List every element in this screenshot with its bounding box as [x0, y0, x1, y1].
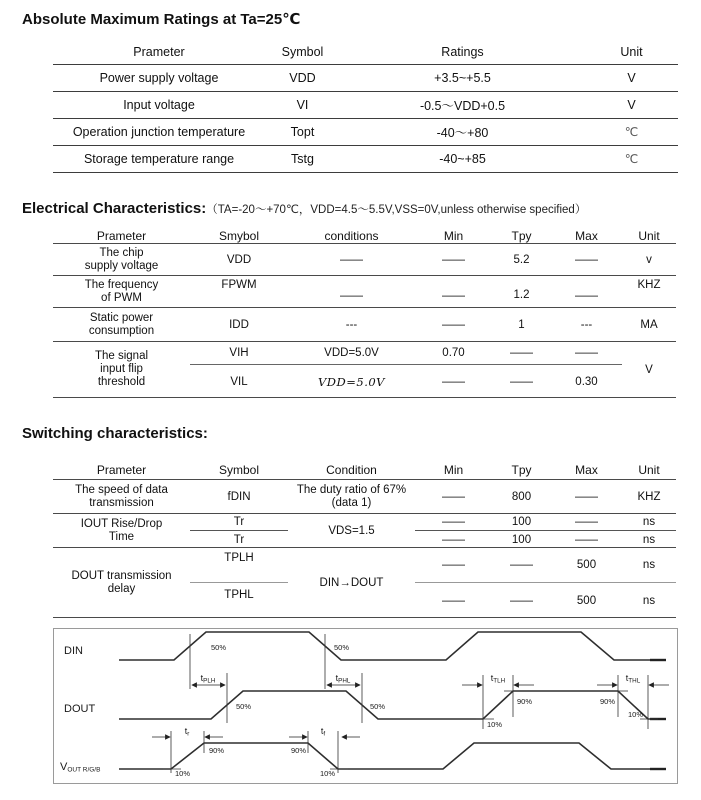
col-header-min: Min — [443, 462, 464, 477]
cell-symbol: VI — [296, 98, 309, 112]
cell-max: --- — [580, 318, 593, 331]
pct-label: 90% — [209, 746, 225, 755]
cell-symbol: fDIN — [227, 490, 251, 503]
vout-waveform — [119, 743, 664, 769]
abs-max-ratings-table — [53, 40, 678, 173]
t-f-label: tf — [320, 726, 326, 738]
col-header-tpy: Tpy — [511, 462, 532, 477]
pct-label: 10% — [487, 720, 503, 729]
cell-unit: V — [627, 71, 636, 85]
signal-label-vout: VOUT R/G/B — [60, 761, 101, 774]
dimension-arrows — [152, 685, 669, 737]
cell-unit: KHZ — [637, 279, 661, 291]
symbol-sub-rows — [190, 548, 288, 617]
cell-min: —— — [442, 318, 465, 331]
cell-min: —— — [442, 559, 465, 571]
pct-label: 50% — [370, 702, 386, 711]
col-header-symbol: Symbol — [218, 462, 259, 477]
cell-condition: —— — [340, 253, 363, 266]
cell-ratings: -0.5～VDD+0.5 — [419, 99, 506, 113]
table-row — [53, 480, 676, 514]
signal-label-dout: DOUT — [64, 703, 96, 715]
cell-unit: ns — [642, 559, 656, 571]
col-header-ratings: Ratings — [441, 45, 484, 59]
cell-condition: —— — [340, 289, 363, 302]
table-row — [53, 244, 676, 276]
col-header-parameter: Prameter — [96, 228, 147, 243]
cell-max: —— — [575, 490, 598, 503]
cell-unit: MA — [640, 318, 658, 331]
cell-symbol: TPLH — [190, 548, 288, 583]
cell-symbol: VDD — [226, 253, 252, 266]
cell-max: —— — [575, 516, 598, 528]
din-waveform — [119, 632, 664, 660]
t-tlh-label: tTLH — [490, 673, 506, 685]
col-header-symbol: Smybol — [218, 228, 259, 243]
cell-symbol: VIH — [229, 347, 249, 359]
cell-min: —— — [442, 533, 465, 546]
cell-min: —— — [442, 253, 465, 266]
symbol-sub-rows — [190, 514, 288, 547]
pct-label: 10% — [627, 710, 643, 719]
cell-unit: ns — [642, 516, 656, 528]
cell-tpy: 1.2 — [513, 288, 530, 301]
value-sub-rows — [415, 548, 676, 617]
cell-unit: ℃ — [624, 125, 639, 139]
cell-unit-merged: V — [645, 363, 653, 376]
t-thl-label: tTHL — [625, 673, 641, 685]
sub-row-vil — [190, 365, 622, 398]
cell-condition-merged: VDS=1.5 — [328, 524, 375, 537]
cell-max: —— — [575, 533, 598, 546]
table-row — [53, 92, 678, 119]
cell-parameter: Storage temperature range — [83, 152, 235, 166]
cell-unit: KHZ — [637, 490, 661, 503]
table-row-merged — [53, 514, 676, 548]
cell-parameter: The frequency of PWM — [84, 278, 159, 304]
cell-parameter: The chip supply voltage — [84, 246, 159, 272]
col-header-parameter: Prameter — [96, 462, 147, 477]
sub-row — [415, 583, 676, 618]
electrical-characteristics-table — [53, 228, 676, 398]
section-title: Electrical Characteristics: — [22, 200, 207, 217]
cell-unit: v — [646, 253, 652, 266]
pct-label: 90% — [517, 697, 533, 706]
cell-condition-merged: DIN→DOUT — [319, 576, 384, 589]
cell-max: 500 — [576, 559, 597, 571]
col-header-max: Max — [575, 228, 598, 243]
table-row-merged — [53, 548, 676, 618]
cell-ratings: -40～+80 — [436, 126, 489, 140]
cell-min: —— — [442, 594, 465, 607]
cell-max: 500 — [576, 594, 597, 607]
pct-label: 10% — [319, 769, 335, 778]
table-header-row — [53, 228, 676, 244]
col-header-tpy: Tpy — [511, 228, 532, 243]
col-header-min: Min — [443, 228, 464, 243]
col-header-parameter: Prameter — [133, 45, 185, 59]
cell-condition: VDD=5.0V — [324, 347, 379, 359]
abs-max-ratings-title: Absolute Maximum Ratings at Ta=25℃ — [22, 11, 301, 28]
switching-characteristics-table — [53, 460, 676, 618]
table-row — [53, 119, 678, 146]
cell-tpy: —— — [510, 559, 533, 571]
cell-parameter: The signal input flip threshold — [94, 350, 149, 388]
sub-row-vih — [190, 342, 622, 365]
cell-parameter: Input voltage — [123, 98, 195, 112]
cell-symbol: Tr — [233, 533, 245, 546]
cell-parameter: IOUT Rise/Drop Time — [80, 517, 163, 543]
col-header-unit: Unit — [620, 45, 643, 59]
cell-max: —— — [575, 347, 598, 359]
timing-diagram — [53, 628, 678, 784]
pct-label: 50% — [236, 702, 252, 711]
cell-unit: ns — [642, 594, 656, 607]
t-plh-label: tPLH — [200, 673, 216, 685]
cell-symbol: FPWM — [221, 279, 257, 291]
cell-min: —— — [442, 375, 465, 388]
cell-tpy: 1 — [518, 318, 525, 331]
cell-condition: The duty ratio of 67% (data 1) — [296, 483, 407, 509]
table-row — [53, 308, 676, 342]
cell-parameter: The speed of data transmission — [75, 483, 168, 509]
pct-label: 90% — [290, 746, 306, 755]
cell-condition: VDD=5.0V — [318, 374, 385, 389]
conditions-note: （TA=-20～+70℃，VDD=4.5～5.5V,VSS=0V,unless otherwise specified） — [206, 204, 587, 216]
cell-symbol: TPHL — [224, 589, 254, 601]
cell-parameter: Static power consumption — [88, 311, 155, 337]
cell-symbol: Topt — [290, 125, 315, 139]
table-header-row — [53, 40, 678, 65]
cell-tpy: —— — [510, 347, 533, 359]
pct-label: 50% — [334, 643, 350, 652]
cell-min: —— — [442, 490, 465, 503]
cell-tpy: —— — [510, 594, 533, 607]
cell-parameter: Operation junction temperature — [72, 125, 246, 139]
sub-row — [415, 514, 676, 531]
electrical-characteristics-title — [22, 200, 586, 218]
col-header-unit: Unit — [638, 228, 660, 243]
cell-unit: ℃ — [624, 152, 639, 166]
cell-tpy: 5.2 — [513, 253, 530, 266]
cell-tpy: —— — [510, 375, 533, 388]
table-row — [53, 65, 678, 92]
cell-tpy: 800 — [511, 490, 532, 503]
cell-symbol: VDD — [289, 71, 316, 85]
cell-min: —— — [442, 516, 465, 528]
dout-waveform — [119, 691, 664, 719]
signal-label-din: DIN — [64, 645, 83, 657]
pct-label: 50% — [211, 643, 227, 652]
cell-max: —— — [575, 253, 598, 266]
cell-parameter: Power supply voltage — [99, 71, 219, 85]
cell-max: 0.30 — [575, 375, 598, 388]
table-row — [53, 276, 676, 308]
cell-ratings: +3.5~+5.5 — [434, 71, 491, 85]
cell-ratings: -40~+85 — [439, 152, 486, 166]
cell-condition: --- — [345, 318, 358, 331]
col-header-unit: Unit — [638, 462, 660, 477]
cell-symbol: Tr — [190, 514, 288, 531]
cell-unit: V — [627, 98, 636, 112]
pct-label: 90% — [599, 697, 615, 706]
cell-min: 0.70 — [442, 347, 465, 359]
cell-parameter: DOUT transmission delay — [71, 569, 172, 595]
sub-row — [415, 531, 676, 548]
col-header-condition: Condition — [326, 462, 377, 477]
cell-symbol: VIL — [230, 375, 248, 388]
cell-max: —— — [575, 289, 598, 302]
cell-tpy: 100 — [511, 533, 532, 546]
cell-min: —— — [442, 289, 465, 302]
cell-tpy: 100 — [511, 516, 532, 528]
cell-unit: ns — [642, 533, 656, 546]
value-sub-rows — [415, 514, 676, 547]
sub-rows — [190, 342, 622, 397]
cell-symbol: Tstg — [291, 152, 314, 166]
switching-characteristics-title: Switching characteristics: — [22, 425, 208, 442]
col-header-conditions: conditions — [324, 228, 379, 243]
t-r-label: tr — [184, 726, 190, 738]
sub-row — [415, 548, 676, 583]
table-row — [53, 146, 678, 173]
table-row-merged — [53, 342, 676, 398]
pct-label: 10% — [175, 769, 191, 778]
col-header-symbol: Symbol — [281, 45, 324, 59]
table-header-row — [53, 460, 676, 480]
t-phl-label: tPHL — [335, 673, 351, 685]
cell-symbol: IDD — [229, 318, 249, 331]
col-header-max: Max — [575, 462, 598, 477]
